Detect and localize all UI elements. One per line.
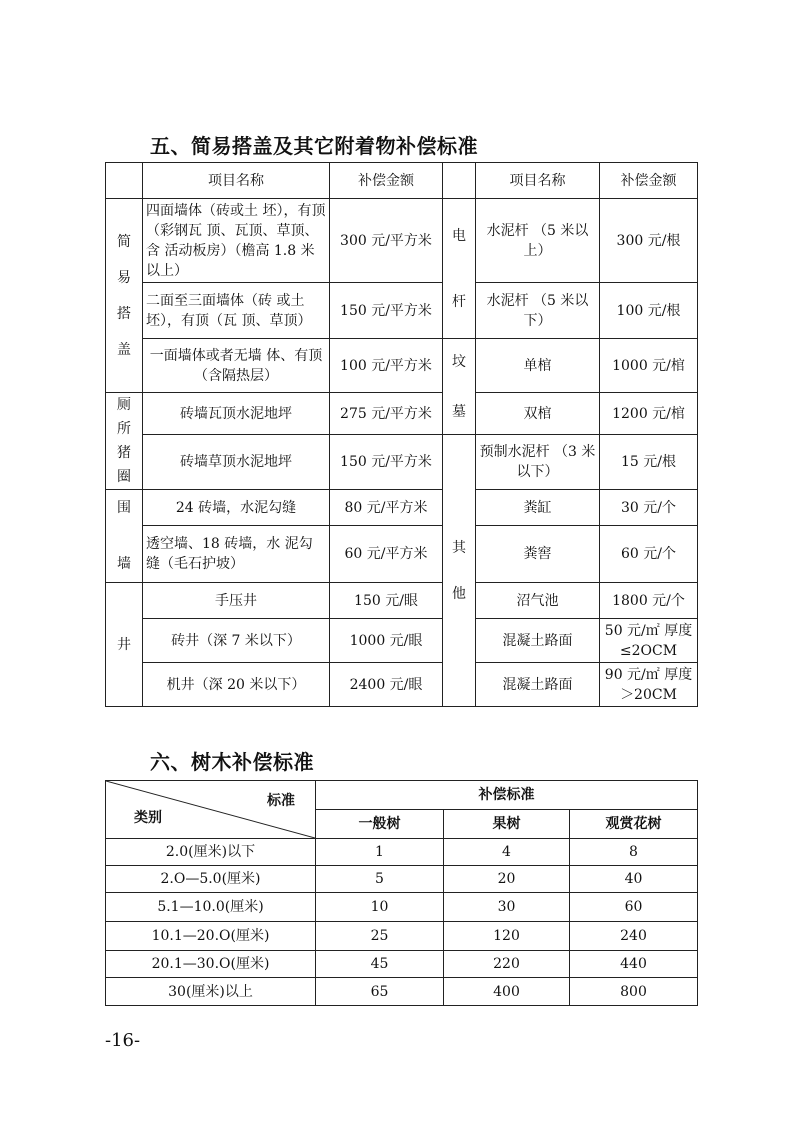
size-category: 30(厘米)以上 — [106, 978, 316, 1006]
item-amount-right: 90 元/㎡ 厚度＞20CM — [600, 663, 698, 707]
value-cell: 10 — [316, 893, 444, 922]
item-name: 24 砖墙，水泥勾缝 — [143, 490, 330, 526]
value-cell: 1 — [316, 839, 444, 866]
group-wall: 围 墙 — [106, 490, 143, 583]
item-amount: 80 元/平方米 — [330, 490, 443, 526]
value-cell: 40 — [570, 866, 698, 893]
item-name-right: 粪缸 — [476, 490, 600, 526]
size-category: 2.O—5.0(厘米) — [106, 866, 316, 893]
item-name-right: 混凝土路面 — [476, 663, 600, 707]
item-name: 手压井 — [143, 583, 330, 619]
header-item-right: 项目名称 — [476, 163, 600, 199]
size-category: 10.1—20.O(厘米) — [106, 922, 316, 951]
item-name: 透空墙、18 砖墙，水 泥勾缝（毛石护坡） — [143, 526, 330, 583]
item-amount-right: 100 元/根 — [600, 283, 698, 339]
diag-label-category: 类别 — [134, 810, 162, 826]
diag-label-standard: 标准 — [267, 793, 295, 809]
value-cell: 440 — [570, 951, 698, 978]
group-header: 补偿标准 — [316, 781, 698, 810]
header-item-left: 项目名称 — [143, 163, 330, 199]
item-name: 砖井（深 7 米以下） — [143, 619, 330, 663]
item-name-right: 水泥杆 （5 米以上） — [476, 199, 600, 283]
item-amount: 2400 元/眼 — [330, 663, 443, 707]
header-blank-right — [443, 163, 476, 199]
item-name: 四面墙体（砖或土 坯），有顶（彩钢瓦 顶、瓦顶、草顶、含 活动板房）（檐高 1.8 米以上） — [143, 199, 330, 283]
value-cell: 5 — [316, 866, 444, 893]
tree-compensation-table — [105, 780, 698, 1006]
item-name: 二面至三面墙体（砖 或土坯），有顶（瓦 顶、草顶） — [143, 283, 330, 339]
item-name: 砖墙瓦顶水泥地坪 — [143, 393, 330, 435]
col-header: 一般树 — [316, 810, 444, 839]
item-name-right: 水泥杆 （5 米以下） — [476, 283, 600, 339]
item-amount-right: 30 元/个 — [600, 490, 698, 526]
col-header: 果树 — [444, 810, 570, 839]
item-amount-right: 1200 元/棺 — [600, 393, 698, 435]
value-cell: 240 — [570, 922, 698, 951]
item-name: 机井（深 20 米以下） — [143, 663, 330, 707]
item-name: 砖墙草顶水泥地坪 — [143, 435, 330, 490]
group-pole: 电 杆 — [443, 199, 476, 339]
value-cell: 25 — [316, 922, 444, 951]
section5-title: 五、简易搭盖及其它附着物补偿标准 — [150, 134, 478, 158]
value-cell: 30 — [444, 893, 570, 922]
value-cell: 120 — [444, 922, 570, 951]
item-amount-right: 300 元/根 — [600, 199, 698, 283]
item-amount: 150 元/平方米 — [330, 283, 443, 339]
size-category: 5.1—10.0(厘米) — [106, 893, 316, 922]
value-cell: 65 — [316, 978, 444, 1006]
header-amount-right: 补偿金额 — [600, 163, 698, 199]
item-amount: 300 元/平方米 — [330, 199, 443, 283]
item-name-right: 单棺 — [476, 339, 600, 393]
value-cell: 8 — [570, 839, 698, 866]
item-name-right: 预制水泥杆 （3 米以下） — [476, 435, 600, 490]
value-cell: 45 — [316, 951, 444, 978]
item-amount: 100 元/平方米 — [330, 339, 443, 393]
item-name-right: 粪窖 — [476, 526, 600, 583]
item-amount: 60 元/平方米 — [330, 526, 443, 583]
header-amount-left: 补偿金额 — [330, 163, 443, 199]
group-other: 其 他 — [443, 435, 476, 707]
item-amount-right: 1800 元/个 — [600, 583, 698, 619]
section6-title: 六、树木补偿标准 — [150, 750, 314, 774]
group-toilet-pigpen: 厕 所 猪 圈 — [106, 393, 143, 490]
value-cell: 20 — [444, 866, 570, 893]
item-name-right: 混凝土路面 — [476, 619, 600, 663]
item-amount-right: 15 元/根 — [600, 435, 698, 490]
value-cell: 400 — [444, 978, 570, 1006]
size-category: 2.0(厘米)以下 — [106, 839, 316, 866]
item-name-right: 沼气池 — [476, 583, 600, 619]
group-simple-shelter: 简 易 搭 盖 — [106, 199, 143, 393]
attachment-compensation-table — [105, 162, 698, 707]
value-cell: 4 — [444, 839, 570, 866]
item-amount: 150 元/眼 — [330, 583, 443, 619]
group-grave: 坟 墓 — [443, 339, 476, 435]
size-category: 20.1—30.O(厘米) — [106, 951, 316, 978]
item-amount: 275 元/平方米 — [330, 393, 443, 435]
header-blank-left — [106, 163, 143, 199]
item-amount-right: 60 元/个 — [600, 526, 698, 583]
page-number: -16- — [105, 1030, 141, 1051]
item-amount: 1000 元/眼 — [330, 619, 443, 663]
item-amount-right: 1000 元/棺 — [600, 339, 698, 393]
diagonal-header-cell — [106, 781, 316, 839]
value-cell: 800 — [570, 978, 698, 1006]
item-amount: 150 元/平方米 — [330, 435, 443, 490]
col-header: 观赏花树 — [570, 810, 698, 839]
value-cell: 60 — [570, 893, 698, 922]
value-cell: 220 — [444, 951, 570, 978]
item-name-right: 双棺 — [476, 393, 600, 435]
group-well: 井 — [106, 583, 143, 707]
item-name: 一面墙体或者无墙 体、有顶（含隔热层） — [143, 339, 330, 393]
item-amount-right: 50 元/㎡ 厚度≤2OCM — [600, 619, 698, 663]
